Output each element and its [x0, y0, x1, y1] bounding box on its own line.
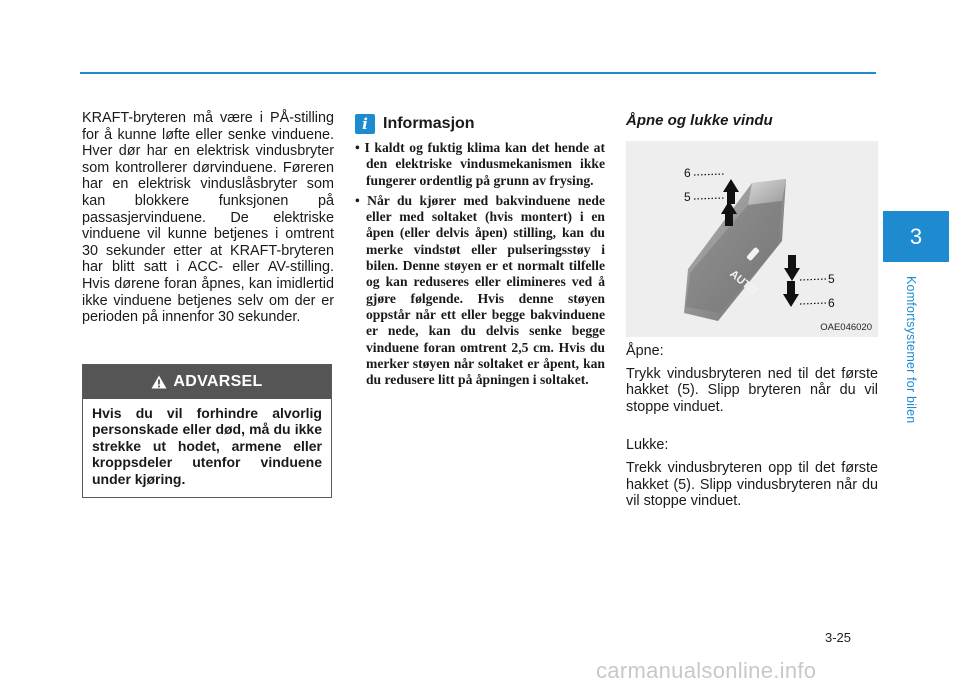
- info-column: [355, 110, 605, 392]
- label-6-bottom: 6: [828, 296, 835, 310]
- close-heading: Lukke:: [626, 437, 669, 454]
- close-text: Trekk vindusbryteren opp til det første hakket (5). Slipp vindusbryteren når du vil stoppe vinduet.: [626, 459, 878, 510]
- chapter-tab: 3: [883, 211, 949, 262]
- info-icon: i: [355, 114, 375, 134]
- arrow-up-6-icon: [723, 179, 739, 204]
- label-5-bottom: 5: [828, 272, 835, 286]
- info-header: [355, 114, 605, 134]
- section-title: Åpne og lukke vindu: [626, 112, 773, 129]
- open-heading: Åpne:: [626, 343, 664, 359]
- warning-triangle-icon: [151, 375, 167, 389]
- arrow-down-6-icon: [783, 281, 799, 307]
- switch-top-face: [748, 179, 786, 205]
- warning-header: [83, 365, 331, 399]
- info-item-2: • Når du kjører med bakvinduene nede eller med soltaket (hvis montert) i en åpen (eller delvis åpen) stilling, kan du merke vindstøt eller pulseringsstøy i bilen. Denne støyen er et normalt tilfelle og kan reduseres eller elimineres ved å gjøre følgende. Hvis denne støyen oppstår når ett eller begge bakvinduene er nede, kan du delvis senke begge vinduene foran omtrent 2,5 cm. Hvis du merker støyen når soltaket er åpent, kan du redusere litt på åpningen i soltaket.: [355, 192, 605, 388]
- info-title: Informasjon: [383, 115, 475, 132]
- header-rule: [80, 72, 876, 74]
- warning-title: ADVARSEL: [173, 373, 263, 390]
- label-6-top: 6: [684, 166, 691, 180]
- page-number: 3-25: [825, 630, 852, 645]
- switch-auto-label: AUTO: [727, 268, 759, 298]
- arrow-down-5-icon: [784, 255, 800, 281]
- intro-paragraph: KRAFT-bryteren må være i PÅ-stilling for å kunne løfte eller senke vinduene. Hver dør har en elektrisk vindusbryter som kontrollerer dørvinduene. Føreren har en elektrisk vinduslåsbryter som kan blokkere funksjonen på passasjervinduene. De elektriske vinduene vil kunne betjenes i omtrent 30 sekunder etter at KRAFT-bryteren har blitt satt i ACC- eller AV-stilling. Hvis dørene foran åpnes, kan imidlertid ikke vinduene betjenes selv om der er perioden på innenfor 30 sekunder.: [82, 110, 334, 326]
- warning-text: Hvis du vil forhindre alvorlig personskade eller død, må du ikke strekke ut hodet, armene eller kroppsdeler utenfor vinduene under kjøring.: [92, 405, 322, 487]
- watermark: carmanualsonline.info: [596, 658, 817, 683]
- label-5-top: 5: [684, 190, 691, 204]
- warning-box: [82, 364, 332, 498]
- info-list: [355, 140, 605, 388]
- window-switch-figure: [626, 141, 878, 337]
- open-text: Trykk vindusbryteren ned til det første hakket (5). Slipp bryteren når du vil stoppe vinduet.: [626, 365, 878, 415]
- figure-code: OAE046020: [820, 322, 872, 333]
- window-switch-illustration: [626, 141, 878, 337]
- info-item-1: • I kaldt og fuktig klima kan det hende at den elektriske vindusmekanismen ikke fungerer ordentlig på grunn av frysing.: [355, 140, 605, 188]
- chapter-label: Komfortsystemer for bilen: [904, 276, 918, 424]
- left-column: [82, 110, 334, 326]
- right-column: [626, 110, 878, 510]
